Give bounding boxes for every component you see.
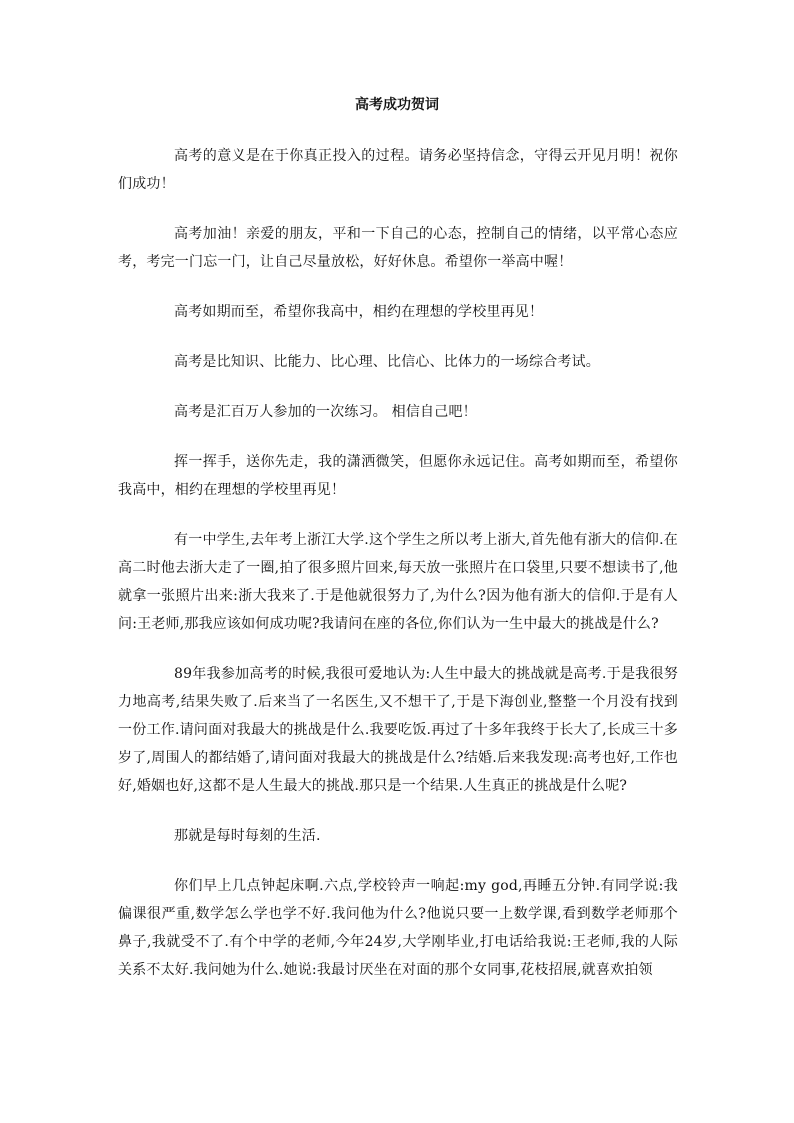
- paragraph: 高考是汇百万人参加的一次练习。 相信自己吧！: [174, 404, 477, 420]
- document-body: [118, 142, 678, 984]
- paragraph: 挥一挥手，送你先走，我的潇洒微笑，但愿你永远记住。高考如期而至，希望你我高中，相约在理想的学校里再见！: [118, 454, 678, 498]
- paragraph: 那就是每时每刻的生活.: [174, 828, 321, 844]
- document-title: 高考成功贺词: [355, 97, 439, 113]
- paragraph: 高考的意义是在于你真正投入的过程。请务必坚持信念，守得云开见月明！祝你们成功！: [118, 148, 678, 192]
- paragraph: 有一中学生,去年考上浙江大学.这个学生之所以考上浙大,首先他有浙大的信仰.在高二时他去浙大走了一圈,拍了很多照片回来,每天放一张照片在口袋里,只要不想读书了,他就拿一张照片出来:浙大我来了.于是他就很努力了,为什么?因为他有浙大的信仰.于是有人问:王老师,那我应该如何成功呢?我请问在座的各位,你们认为一生中最大的挑战是什么?: [118, 532, 678, 632]
- paragraph: 你们早上几点钟起床啊.六点,学校铃声一响起:my god,再睡五分钟.有同学说:我偏课很严重,数学怎么学也学不好.我问他为什么?他说只要一上数学课,看到数学老师那个鼻子,我就受不了.有个中学的老师,今年24岁,大学刚毕业,打电话给我说:王老师,我的人际关系不太好.我问她为什么.她说:我最讨厌坐在对面的那个女同事,花枝招展,就喜欢拍领: [118, 878, 678, 978]
- paragraph: 高考加油！亲爱的朋友，平和一下自己的心态，控制自己的情绪，以平常心态应考，考完一门忘一门，让自己尽量放松，好好休息。希望你一举高中喔！: [118, 226, 678, 270]
- paragraph: 89年我参加高考的时候,我很可爱地认为:人生中最大的挑战就是高考.于是我很努力地高考,结果失败了.后来当了一名医生,又不想干了,于是下海创业,整整一个月没有找到一份工作.请问面对我最大的挑战是什么.我要吃饭.再过了十多年我终于长大了,长成三十多岁了,周围人的都结婚了,请问面对我最大的挑战是什么?结婚.后来我发现:高考也好,工作也好,婚姻也好,这都不是人生最大的挑战.那只是一个结果.人生真正的挑战是什么呢?: [118, 666, 678, 794]
- paragraph: 高考是比知识、比能力、比心理、比信心、比体力的一场综合考试。: [174, 354, 600, 370]
- paragraph: 高考如期而至，希望你我高中，相约在理想的学校里再见！: [174, 304, 544, 320]
